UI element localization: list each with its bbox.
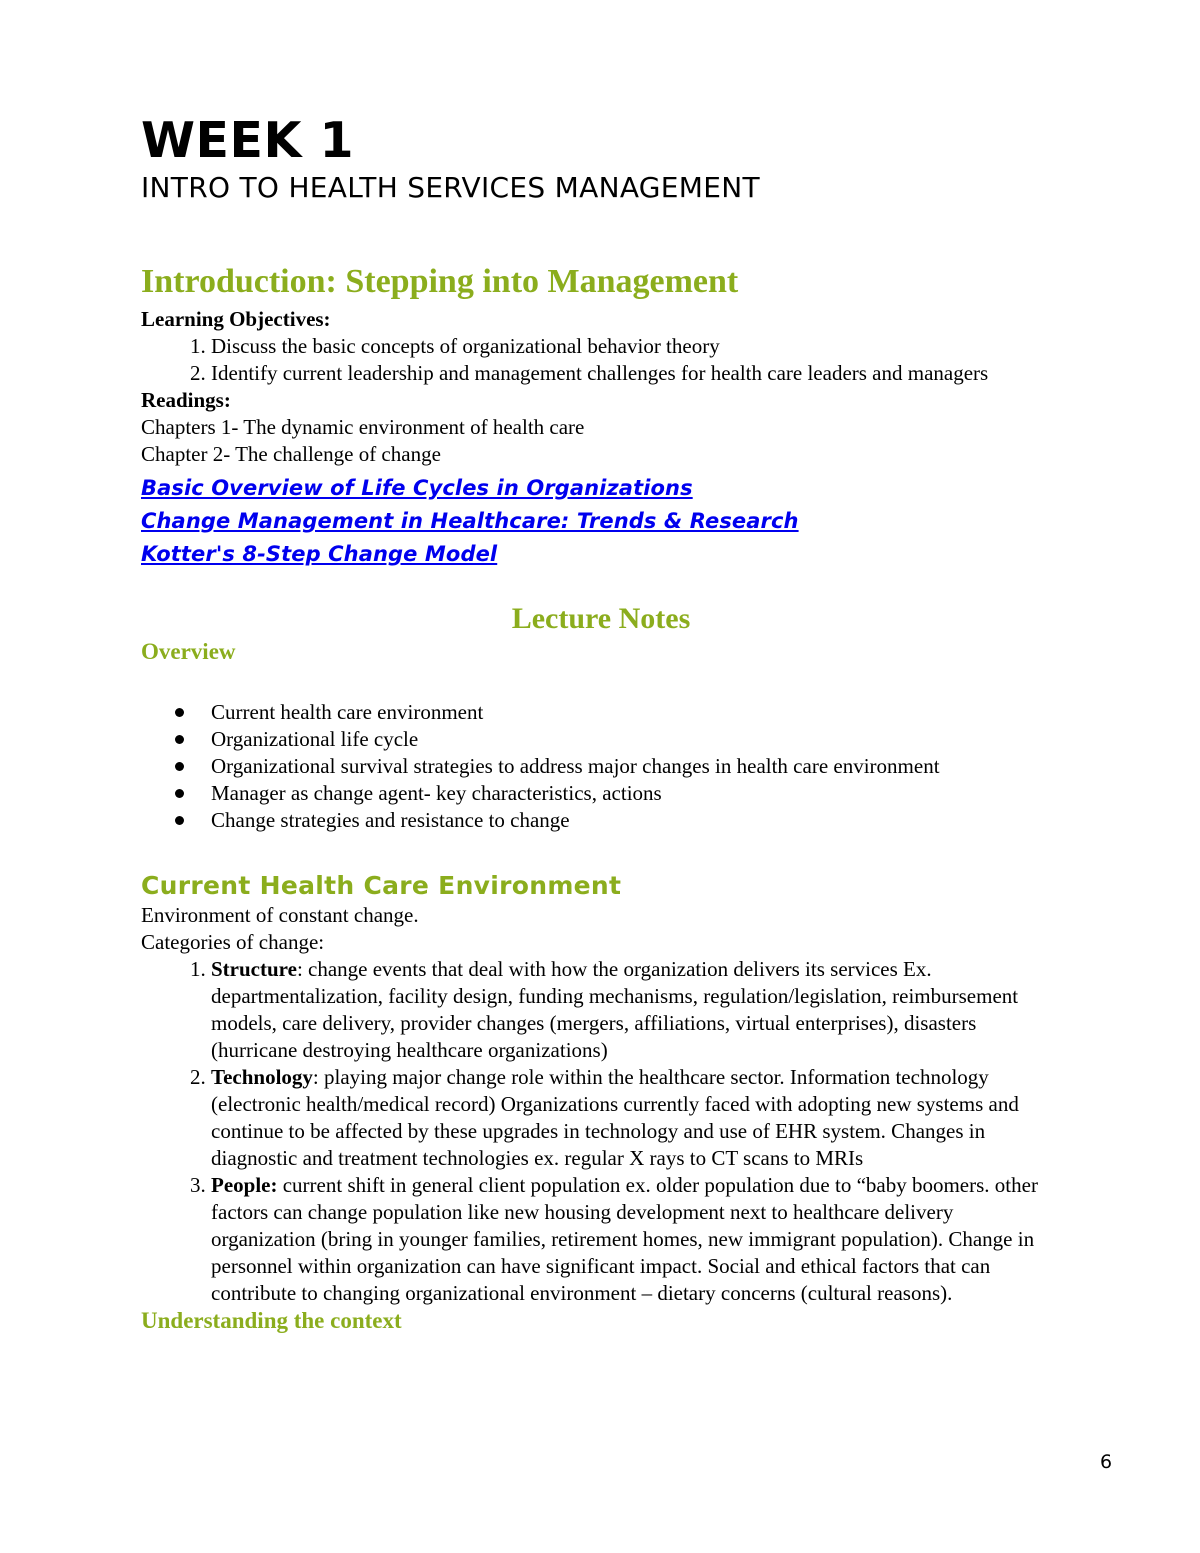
overview-item: Manager as change agent- key characteristics, actions xyxy=(211,780,1061,807)
introduction-title: Introduction: Stepping into Management xyxy=(141,263,739,300)
link-kotter-model[interactable]: Kotter's 8-Step Change Model xyxy=(141,542,498,566)
reading-item: Chapter 2- The challenge of change xyxy=(141,442,441,466)
category-term: People: xyxy=(211,1173,278,1197)
category-text: : change events that deal with how the organization delivers its services Ex. departmentalization, facility design, funding mechanisms, regulation/legislation, reimbursement models, care delivery, provider changes (mergers, affiliations, virtual enterprises), disasters (hurricane destroying healthcare organizations) xyxy=(211,957,1019,1062)
overview-list xyxy=(141,699,1061,834)
categories-list xyxy=(141,956,1061,1307)
category-term: Structure xyxy=(211,957,297,981)
overview-title: Overview xyxy=(141,639,236,664)
environment-title: Current Health Care Environment xyxy=(141,871,622,900)
readings-label: Readings: xyxy=(141,388,231,412)
objective-item: 1. Discuss the basic concepts of organizational behavior theory xyxy=(211,333,1061,360)
link-life-cycles[interactable]: Basic Overview of Life Cycles in Organizations xyxy=(141,476,693,500)
reading-links xyxy=(141,472,1061,571)
reading-item: Chapters 1- The dynamic environment of health care xyxy=(141,415,585,439)
bullet-icon xyxy=(175,762,184,771)
categories-label: Categories of change: xyxy=(141,930,325,954)
objective-item: 2. Identify current leadership and management challenges for health care leaders and managers xyxy=(211,360,1061,387)
overview-item: Organizational survival strategies to address major changes in health care environment xyxy=(211,753,1061,780)
environment-line: Environment of constant change. xyxy=(141,903,419,927)
category-item xyxy=(211,1064,1061,1172)
lecture-notes-title: Lecture Notes xyxy=(511,602,691,635)
category-item xyxy=(211,956,1061,1064)
category-item xyxy=(211,1172,1061,1307)
category-text: current shift in general client population ex. older population due to “baby boomers. other factors can change population like new housing development next to healthcare delivery organization (bring in younger families, retirement homes, new immigrant population). Change in personnel within organization can have significant impact. Social and ethical factors that can contribute to changing organizational environment – dietary concerns (cultural reasons). xyxy=(211,1173,1038,1305)
page-number: 6 xyxy=(1100,1451,1113,1473)
overview-item: Organizational life cycle xyxy=(211,726,1061,753)
course-subtitle: INTRO TO HEALTH SERVICES MANAGEMENT xyxy=(141,171,760,204)
learning-objectives-label: Learning Objectives: xyxy=(141,307,331,331)
objectives-list xyxy=(141,333,1061,387)
overview-item: Change strategies and resistance to change xyxy=(211,807,1061,834)
week-title: WEEK 1 xyxy=(141,112,355,169)
link-change-management[interactable]: Change Management in Healthcare: Trends & Research xyxy=(141,509,799,533)
bullet-icon xyxy=(175,708,184,717)
bullet-icon xyxy=(175,816,184,825)
understanding-context-title: Understanding the context xyxy=(141,1308,402,1333)
overview-item: Current health care environment xyxy=(211,699,1061,726)
bullet-icon xyxy=(175,789,184,798)
bullet-icon xyxy=(175,735,184,744)
page-content xyxy=(141,112,1061,1335)
category-term: Technology xyxy=(211,1065,313,1089)
category-text: : playing major change role within the healthcare sector. Information technology (electronic health/medical record) Organizations currently faced with adopting new systems and continue to be affected by these upgrades in technology and use of EHR system. Changes in diagnostic and treatment technologies ex. regular X rays to CT scans to MRIs xyxy=(211,1065,1019,1170)
